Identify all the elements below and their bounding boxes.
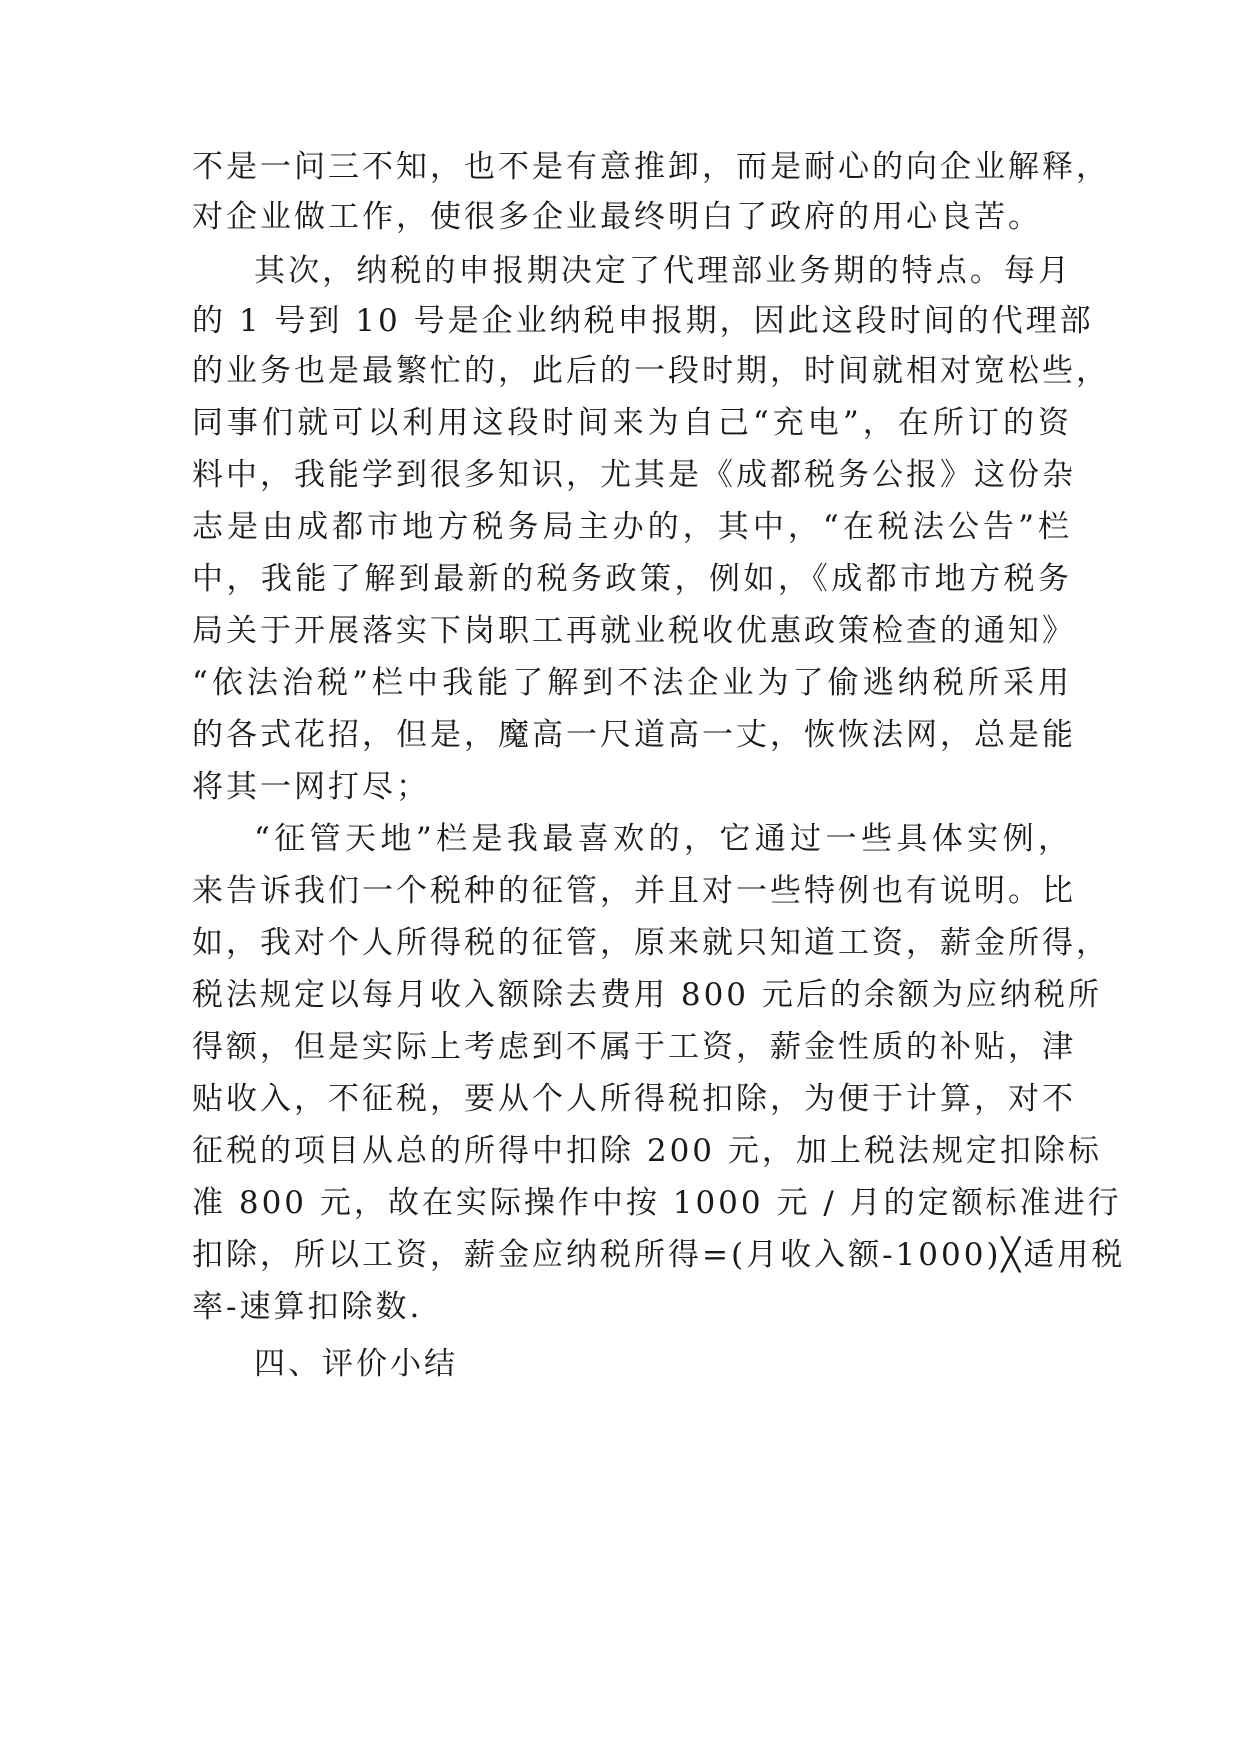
text-line: 局关于开展落实下岗职工再就业税收优惠政策检查的通知》	[192, 613, 1076, 649]
text-line: 志是由成都市地方税务局主办的，其中，“在税法公告”栏	[192, 509, 1072, 545]
text-line: 征税的项目从总的所得中扣除 200 元，加上税法规定扣除标	[192, 1133, 1102, 1169]
text-line: 率-速算扣除数.	[192, 1289, 423, 1325]
text-line: 不是一问三不知，也不是有意推卸，而是耐心的向企业解释，	[192, 149, 1110, 185]
text-line: 税法规定以每月收入额除去费用 800 元后的余额为应纳税所	[192, 977, 1102, 1013]
text-line: 来告诉我们一个税种的征管，并且对一些特例也有说明。比	[192, 873, 1076, 909]
text-line: 如，我对个人所得税的征管，原来就只知道工资，薪金所得，	[192, 925, 1110, 961]
text-line: 贴收入，不征税，要从个人所得税扣除，为便于计算，对不	[192, 1081, 1076, 1117]
text-line: 中，我能了解到最新的税务政策，例如，《成都市地方税务	[192, 561, 1072, 597]
text-line: 对企业做工作，使很多企业最终明白了政府的用心良苦。	[192, 199, 1042, 235]
paragraph-start-line: 其次，纳税的申报期决定了代理部业务期的特点。每月	[254, 253, 1072, 289]
text-line: 得额，但是实际上考虑到不属于工资，薪金性质的补贴，津	[192, 1029, 1076, 1065]
text-line: 同事们就可以利用这段时间来为自己“充电”，在所订的资	[192, 405, 1072, 441]
text-line: 将其一网打尽；	[192, 769, 430, 805]
text-line: 料中，我能学到很多知识，尤其是《成都税务公报》这份杂	[192, 457, 1076, 493]
section-heading: 四、评价小结	[254, 1346, 458, 1382]
text-line: 的各式花招，但是，魔高一尺道高一丈，恢恢法网，总是能	[192, 717, 1076, 753]
text-line: 的业务也是最繁忙的，此后的一段时期，时间就相对宽松些，	[192, 353, 1110, 389]
text-line: 准 800 元，故在实际操作中按 1000 元 / 月的定额标准进行	[192, 1185, 1122, 1221]
text-line: 扣除，所以工资，薪金应纳税所得=(月收入额-1000)╳适用税	[192, 1237, 1126, 1273]
text-line: “依法治税”栏中我能了解到不法企业为了偷逃纳税所采用	[192, 665, 1072, 701]
paragraph-start-line: “征管天地”栏是我最喜欢的，它通过一些具体实例，	[254, 821, 1072, 857]
text-line: 的 1 号到 10 号是企业纳税申报期，因此这段时间的代理部	[192, 303, 1094, 339]
